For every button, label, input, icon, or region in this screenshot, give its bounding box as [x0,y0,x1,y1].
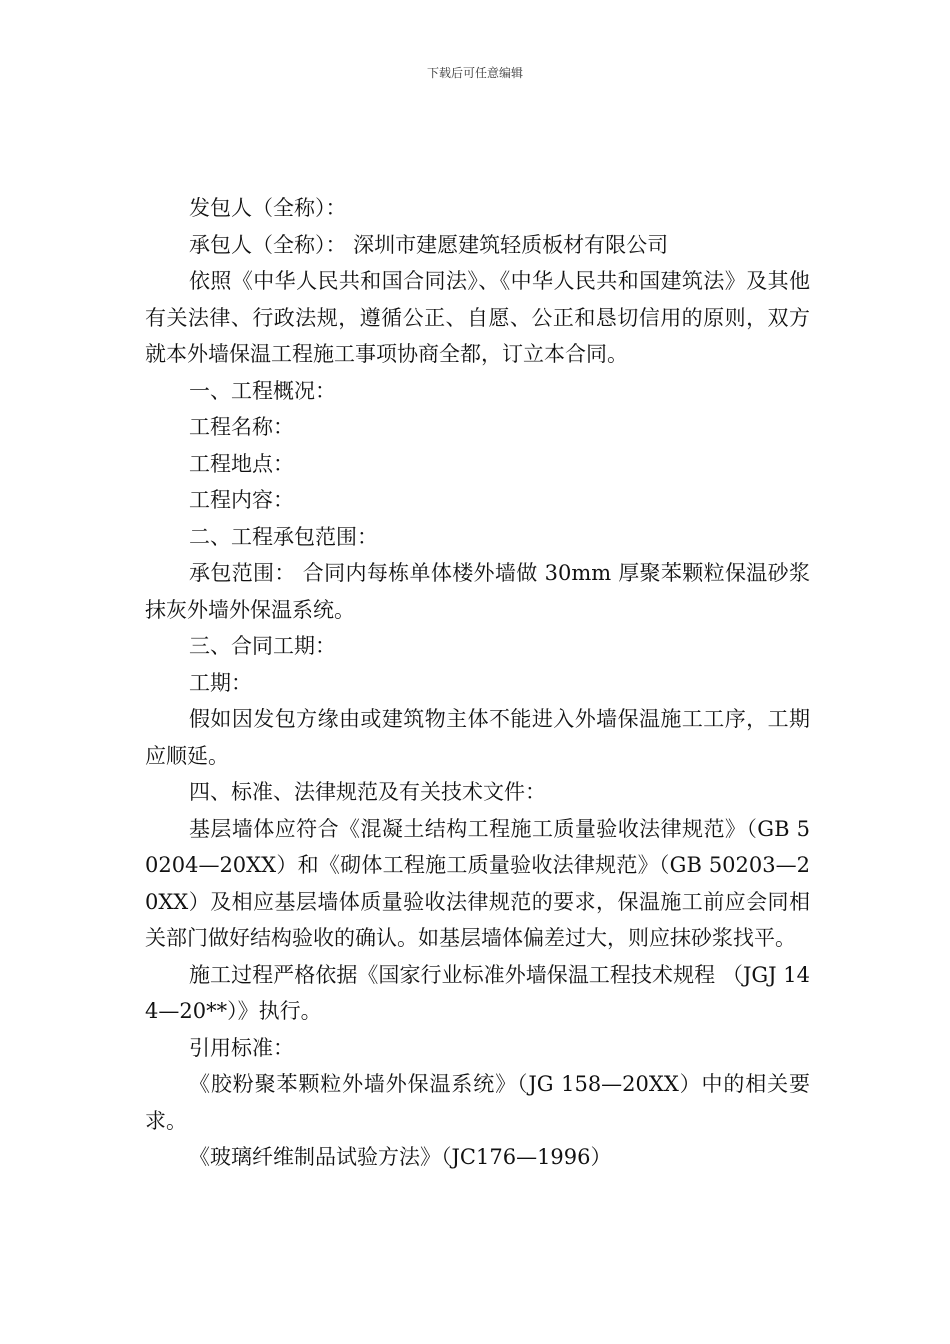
base-wall-paragraph: 基层墙体应符合《混凝土结构工程施工质量验收法律规范》（GB 50204—20XX）和《砌体工程施工质量验收法律规范》（GB 50203—20XX）及相应基层墙体质量验收法律规范的要求，保温施工前应会同相关部门做好结构验收的确认。如基层墙体偏差过大，则应抹砂浆找平。 [145,816,810,950]
section-1-heading: 一、工程概况： [189,378,336,403]
scope-paragraph: 承包范围： 合同内每栋单体楼外墙做 30mm 厚聚苯颗粒保温砂浆抹灰外墙外保温系统。 [145,561,810,622]
section-4-heading: 四、标准、法律规范及有关技术文件： [189,780,546,804]
construction-process-paragraph: 施工过程严格依据《国家行业标准外墙保温工程技术规程 （JGJ 144—20**）》执行。 [145,962,810,1023]
preamble-paragraph: 依照《中华人民共和国合同法》、《中华人民共和国建筑法》及其他有关法律、行政法规，遵循公正、自愿、公正和恳切信用的原则，双方就本外墙保温工程施工事项协商全都，订立本合同。 [145,269,810,366]
page-header: 下载后可任意编辑 [426,66,523,80]
standard-jc176-paragraph: 《玻璃纤维制品试验方法》（JC176—1996） [189,1145,612,1169]
duration-line: 工期： [189,670,252,695]
section-3-heading: 三、合同工期： [189,634,336,658]
standard-jg158-paragraph: 《胶粉聚苯颗粒外墙外保温系统》（JG 158—20XX）中的相关要求。 [145,1072,810,1133]
project-name-line: 工程名称： [189,415,294,439]
project-location-line: 工程地点： [189,451,294,476]
extension-paragraph: 假如因发包方缘由或建筑物主体不能进入外墙保温施工工序，工期应顺延。 [145,707,810,768]
referenced-standards-heading: 引用标准： [189,1035,294,1060]
client-line: 发包人（全称）： [189,196,347,220]
document-body [145,190,810,1176]
project-content-line: 工程内容： [189,488,294,512]
contractor-line: 承包人（全称）： 深圳市建愿建筑轻质板材有限公司 [189,232,669,257]
section-2-heading: 二、工程承包范围： [189,524,378,549]
